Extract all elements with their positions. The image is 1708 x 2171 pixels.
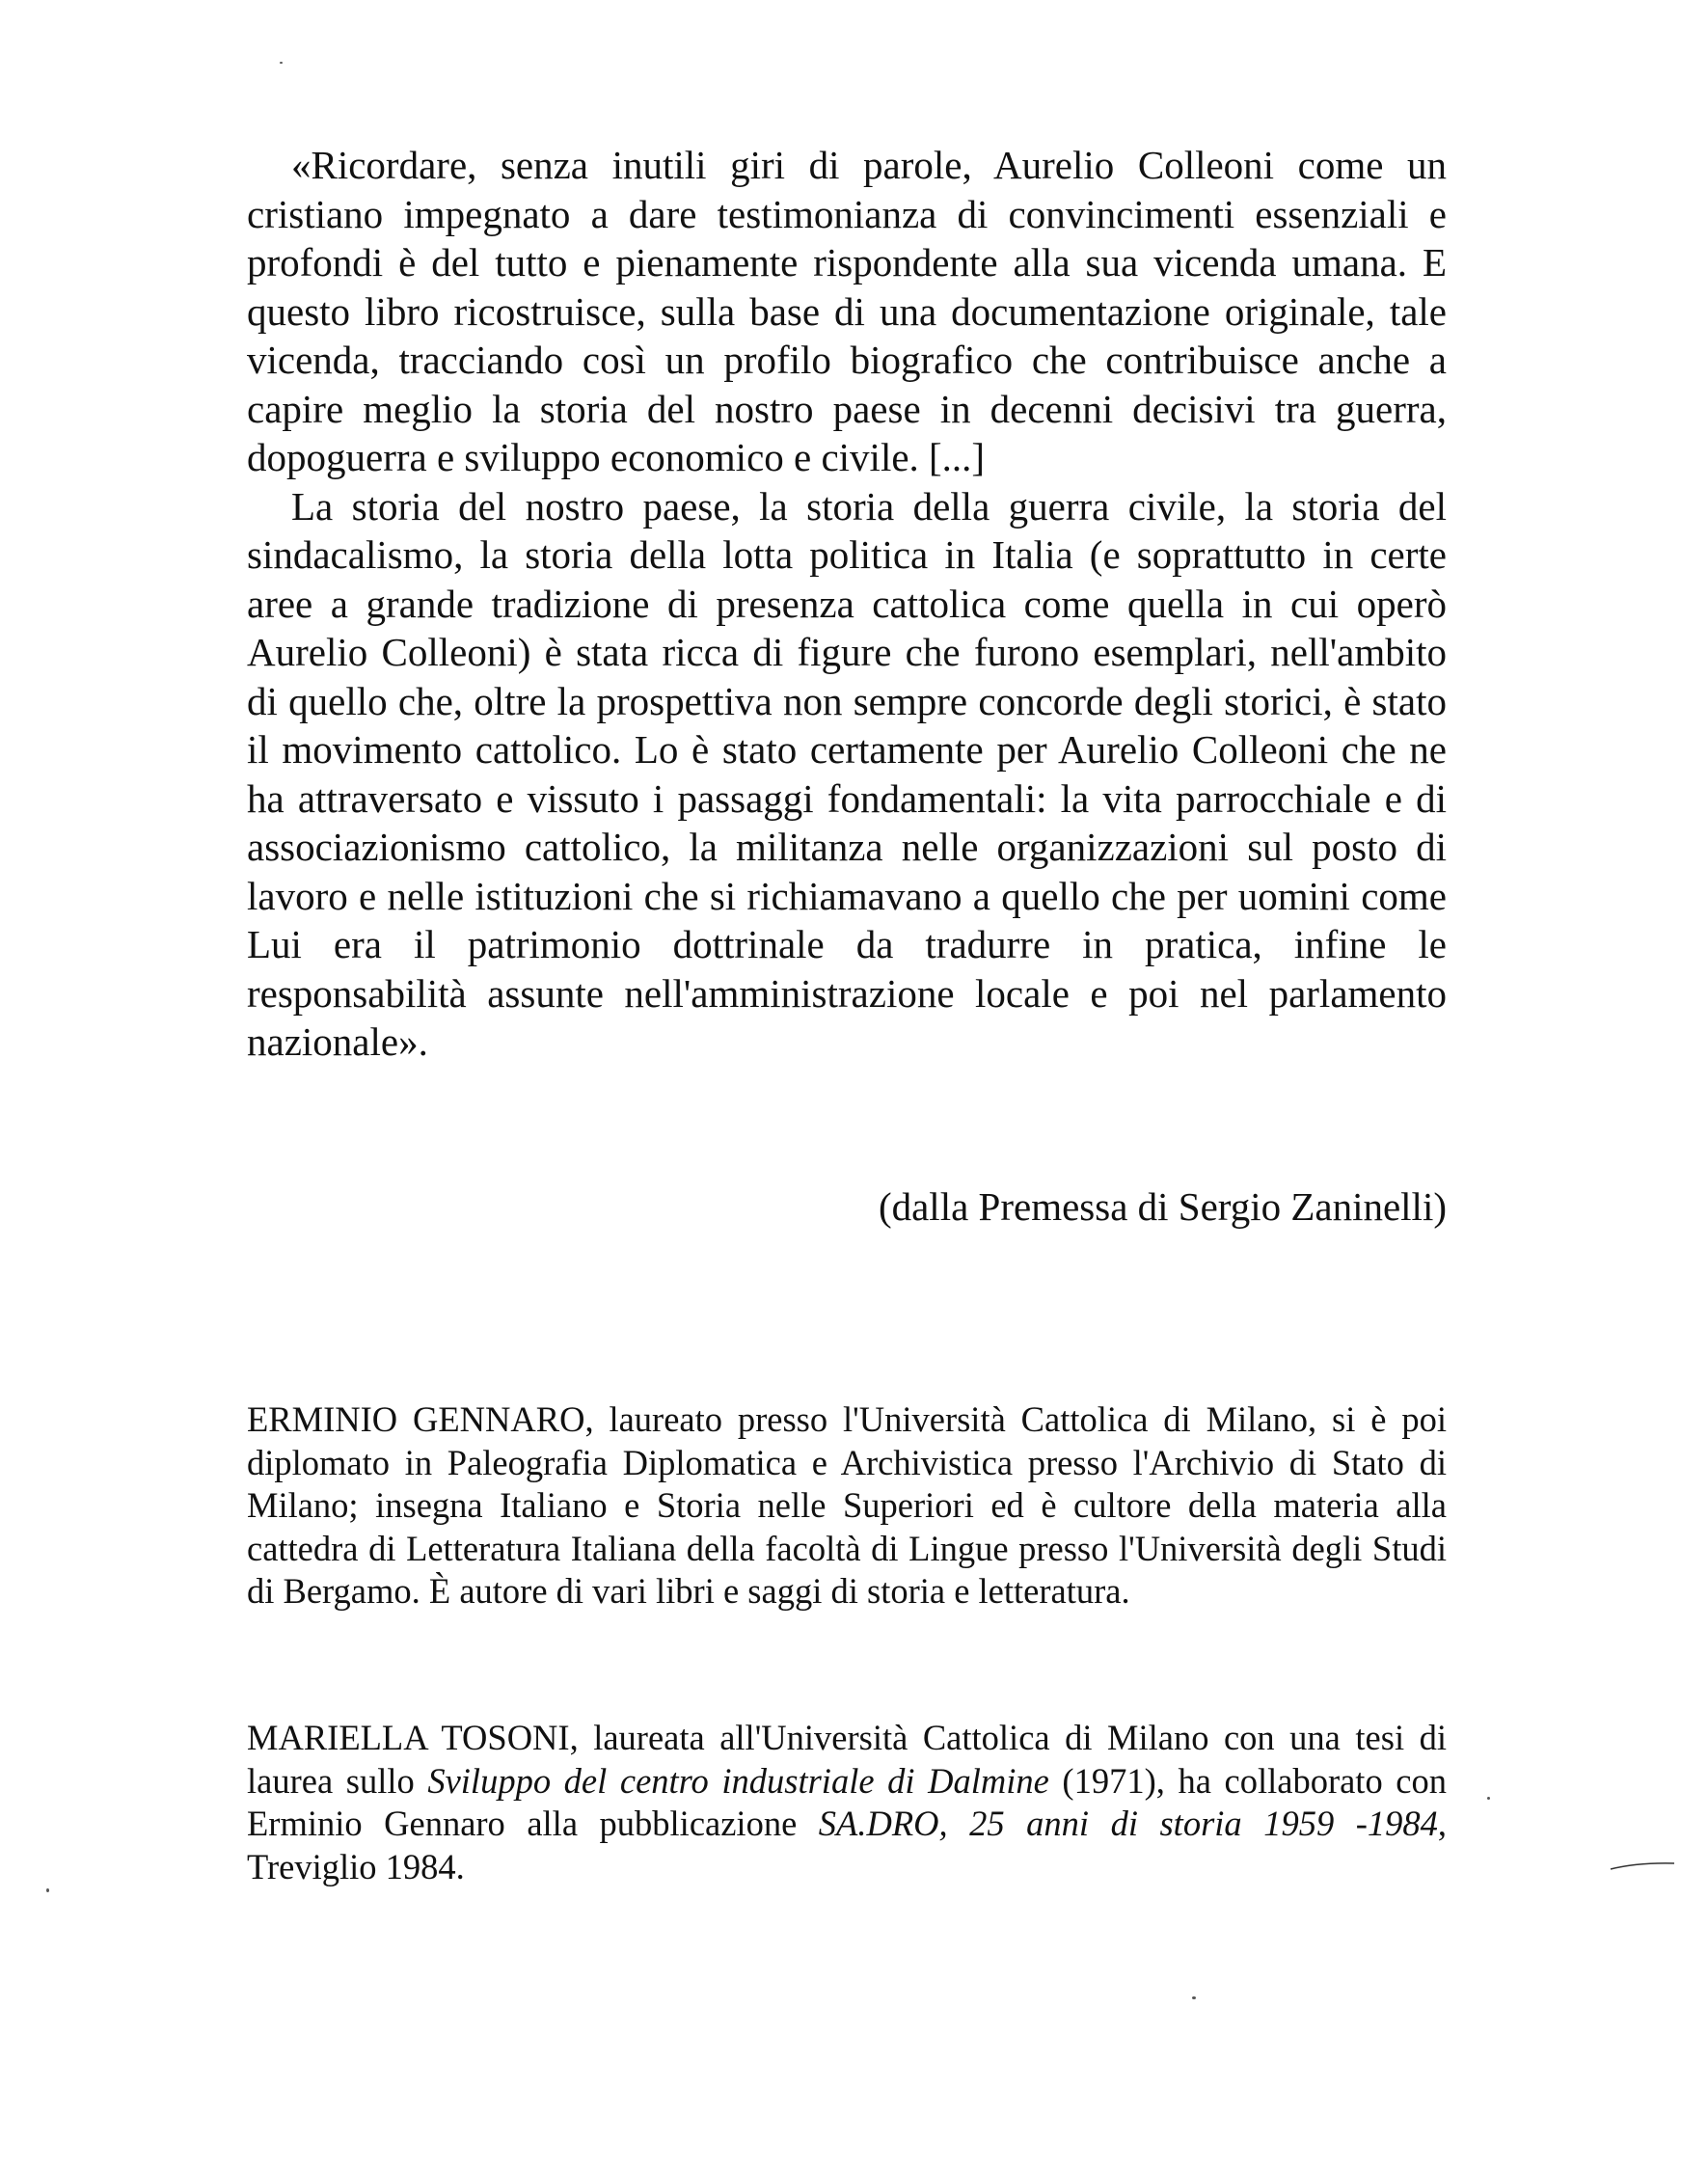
author-bio-tosoni (247, 1717, 1447, 1888)
scan-speck (280, 62, 283, 64)
bio-tosoni-publication-title: SA.DRO, 25 anni di storia 1959 -1984 (818, 1804, 1438, 1843)
scan-speck (1487, 1797, 1490, 1800)
scan-speck (46, 1888, 49, 1892)
bio-text-tosoni (247, 1717, 1447, 1888)
premessa-quote (247, 141, 1447, 1067)
quote-paragraph-1: «Ricordare, senza inutili giri di parole, Aurelio Colleoni come un cristiano impegnato a dare testimonianza di convincimenti essenziali e profondi è del tutto e pienamente rispondente alla sua vicenda umana. E questo libro ricostruisce, sulla base di una documentazione originale, tale vicenda, tracciando così un profilo biografico che contribuisce anche a capire meglio la storia del nostro paese in decenni decisivi tra guerra, dopoguerra e sviluppo economico e civile. [...] (247, 143, 1447, 479)
author-bio-gennaro (247, 1398, 1447, 1614)
bio-tosoni-text-2: (1971), ha collaborato con Erminio Gennaro alla pubblicazione (247, 1760, 1447, 1843)
bio-tosoni-text-3: , Treviglio 1984. (247, 1804, 1447, 1886)
bio-tosoni-text-1: MARIELLA TOSONI, laureata all'Università Cattolica di Milano con una tesi di laurea sullo (247, 1718, 1447, 1801)
bio-tosoni-thesis-title: Sviluppo del centro industriale di Dalmine (427, 1760, 1049, 1801)
quote-attribution: (dalla Premessa di Sergio Zaninelli) (878, 1184, 1447, 1229)
scan-stroke-mark (1609, 1861, 1676, 1871)
scan-speck (1192, 1996, 1196, 1999)
quote-paragraph-2: La storia del nostro paese, la storia della guerra civile, la storia del sindacalismo, la storia della lotta politica in Italia (e soprattutto in certe aree a grande tradizione di presenza cattolica come quella in cui operò Aurelio Colleoni) è stata ricca di figure che furono esemplari, nell'ambito di quello che, oltre la prospettiva non sempre concorde degli storici, è stato il movimento cattolico. Lo è stato certamente per Aurelio Colleoni che ne ha attraversato e vissuto i passaggi fondamentali: la vita parrocchiale e di associazionismo cattolico, la militanza nelle organizzazioni sul posto di lavoro e nelle istituzioni che si richiamavano a quello che per uomini come Lui era il patrimonio dottrinale da tradurre in pratica, infine le responsabilità assunte nell'amministrazione locale e poi nel parlamento nazionale». (247, 483, 1447, 1064)
bio-text-gennaro: ERMINIO GENNARO, laureato presso l'Università Cattolica di Milano, si è poi diplomato in Paleografia Diplomatica e Archivistica presso l'Archivio di Stato di Milano; insegna Italiano e Storia nelle Superiori ed è cultore della materia alla cattedra di Letteratura Italiana della facoltà di Lingue presso l'Università degli Studi di Bergamo. È autore di vari libri e saggi di storia e letteratura. (247, 1399, 1447, 1611)
